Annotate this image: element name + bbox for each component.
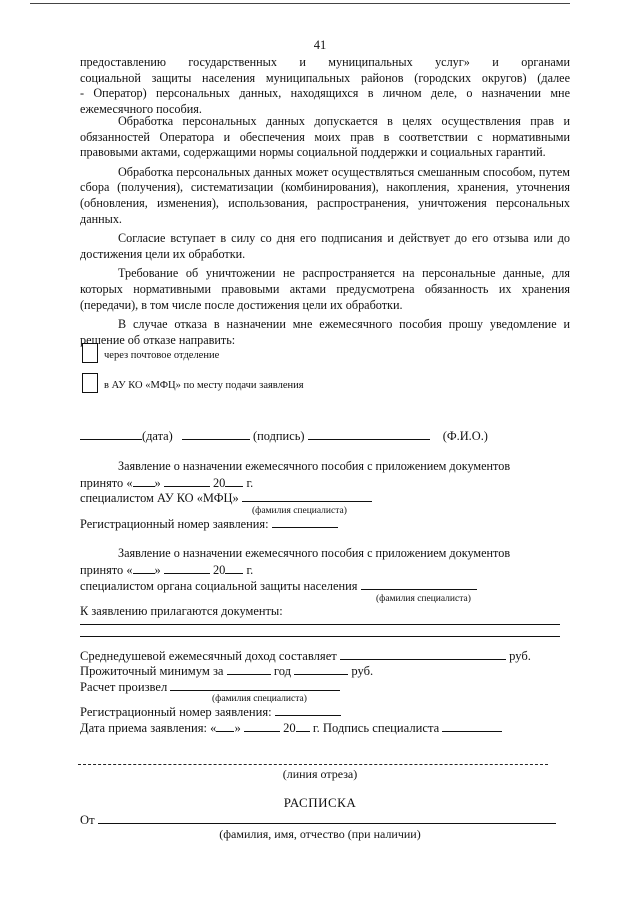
consent-paragraphs	[80, 114, 570, 350]
income-line	[80, 648, 531, 664]
fio-caption: (Ф.И.О.)	[442, 429, 488, 443]
receipt-from-label: От	[80, 813, 95, 827]
receipt-date-label: Дата приема заявления: «	[80, 721, 217, 735]
mfc-reg-blank[interactable]	[272, 516, 338, 528]
mfc-specialist-caption: (фамилия специалиста)	[252, 506, 347, 516]
minimum-label: Прожиточный минимум за	[80, 664, 224, 678]
receipt-signature-blank[interactable]	[442, 720, 502, 732]
calc-made-line	[80, 679, 340, 695]
paragraph-method: Обработка персональных данных может осуществляться смешанным способом, путем сбора (получения), систематизации (комбинирования), накопления, хранения, уточнения (обновления, изменения), использования, распространения, уничтожения персональных данных.	[80, 164, 570, 226]
calc-made-blank[interactable]	[170, 679, 340, 691]
mfc-accepted-label: принято «	[80, 476, 133, 490]
mfc-specialist-line	[80, 490, 372, 506]
szn-accepted-line	[80, 562, 253, 578]
szn-attached-label: К заявлению прилагаются документы:	[80, 604, 283, 618]
intro-line-1: предоставлению государственных и муниципальных услуг» и органами	[80, 55, 570, 69]
paragraph-storage: Требование об уничтожении не распространяется на персональные данные, для которых нормативными правовыми актами предусмотрена обязанность их хранения (передачи), в том числе после достижения цели их обработки.	[80, 266, 570, 312]
mfc-option-label: в АУ КО «МФЦ» по месту подачи заявления	[104, 380, 304, 391]
receipt-date-quote: »	[234, 721, 241, 735]
mfc-specialist-blank[interactable]	[242, 490, 372, 502]
szn-year-prefix: 20	[212, 563, 226, 577]
receipt-title: РАСПИСКА	[283, 795, 357, 810]
date-blank[interactable]	[80, 428, 142, 440]
minimum-year-label: год	[273, 664, 292, 678]
mail-option-label: через почтовое отделение	[104, 350, 220, 361]
intro-line-3: - Оператор) персональных данных, находящихся в личном деле, о назначении мне	[80, 86, 570, 101]
top-border-line-right	[470, 3, 570, 4]
receipt-from-line	[80, 812, 556, 828]
intro-continuation	[80, 55, 570, 117]
szn-specialist-label: специалистом органа социальной защиты населения	[80, 579, 358, 593]
szn-day-blank[interactable]	[133, 562, 155, 574]
mfc-reg-line	[80, 516, 338, 532]
mfc-option-checkbox[interactable]	[82, 373, 98, 393]
receipt-year-blank[interactable]	[296, 720, 310, 732]
calc-made-caption: (фамилия специалиста)	[212, 694, 307, 704]
receipt-date-line	[80, 720, 502, 736]
mfc-section	[80, 459, 570, 475]
intro-line-4: ежемесячного пособия.	[80, 101, 202, 116]
mail-option-checkbox[interactable]	[82, 343, 98, 363]
mfc-year-blank[interactable]	[225, 475, 243, 487]
cut-line-caption: (линия отреза)	[282, 767, 358, 781]
top-border-line	[30, 3, 480, 4]
szn-specialist-caption: (фамилия специалиста)	[376, 594, 471, 604]
calc-reg-line	[80, 704, 341, 720]
mfc-statement: Заявление о назначении ежемесячного пособия с приложением документов	[118, 459, 511, 473]
attached-docs-line-1[interactable]	[80, 624, 560, 625]
attached-docs-line-2[interactable]	[80, 636, 560, 637]
mfc-month-blank[interactable]	[164, 475, 210, 487]
signature-line	[80, 428, 488, 444]
mfc-accepted-line	[80, 475, 253, 491]
szn-month-blank[interactable]	[164, 562, 210, 574]
minimum-line	[80, 663, 373, 679]
szn-accepted-quote: »	[154, 563, 161, 577]
receipt-day-blank[interactable]	[216, 720, 234, 732]
calc-made-label: Расчет произвел	[80, 680, 168, 694]
receipt-from-blank[interactable]	[98, 812, 556, 824]
receipt-signature-label: г. Подпись специалиста	[312, 721, 440, 735]
date-caption: (дата)	[142, 429, 173, 443]
receipt-from-caption: (фамилия, имя, отчество (при наличии)	[219, 827, 421, 841]
szn-year-suffix: г.	[246, 563, 254, 577]
mfc-day-blank[interactable]	[133, 475, 155, 487]
szn-specialist-line	[80, 578, 477, 594]
sign-blank[interactable]	[182, 428, 250, 440]
szn-statement: Заявление о назначении ежемесячного пособия с приложением документов	[118, 546, 511, 560]
receipt-month-blank[interactable]	[244, 720, 280, 732]
fio-blank[interactable]	[308, 428, 430, 440]
paragraph-purpose: Обработка персональных данных допускается в целях осуществления прав и обязанностей Оператора и обеспечения моих прав в соответствии с нормативными правовыми актами, содержащими нормы социальной поддержки и социальных гарантий.	[80, 114, 570, 160]
calc-reg-blank[interactable]	[275, 704, 341, 716]
szn-specialist-blank[interactable]	[361, 578, 477, 590]
cut-line-dashed	[78, 764, 548, 765]
mfc-year-suffix: г.	[246, 476, 254, 490]
minimum-unit: руб.	[351, 664, 374, 678]
szn-accepted-label: принято «	[80, 563, 133, 577]
calc-reg-label: Регистрационный номер заявления:	[80, 705, 272, 719]
szn-section	[80, 546, 570, 562]
income-blank[interactable]	[340, 648, 506, 660]
sign-caption: (подпись)	[253, 429, 305, 443]
minimum-value-blank[interactable]	[294, 663, 348, 675]
receipt-year-prefix: 20	[283, 721, 296, 735]
paragraph-validity: Согласие вступает в силу со дня его подписания и действует до его отзыва или до достижения цели их обработки.	[80, 231, 570, 261]
page-number: 41	[313, 38, 327, 52]
szn-year-blank[interactable]	[225, 562, 243, 574]
mfc-reg-label: Регистрационный номер заявления:	[80, 517, 269, 531]
paragraph-refusal: В случае отказа в назначении мне ежемесячного пособия прошу уведомление и решение об отказе направить:	[80, 317, 570, 347]
minimum-year-blank[interactable]	[227, 663, 271, 675]
income-label: Среднедушевой ежемесячный доход составляет	[80, 649, 337, 663]
mfc-year-prefix: 20	[212, 476, 226, 490]
intro-line-2: социальной защиты населения муниципальных районов (городских округов) (далее	[80, 70, 570, 85]
mfc-accepted-quote: »	[154, 476, 161, 490]
mfc-specialist-label: специалистом АУ КО «МФЦ»	[80, 491, 239, 505]
income-unit: руб.	[509, 649, 531, 663]
